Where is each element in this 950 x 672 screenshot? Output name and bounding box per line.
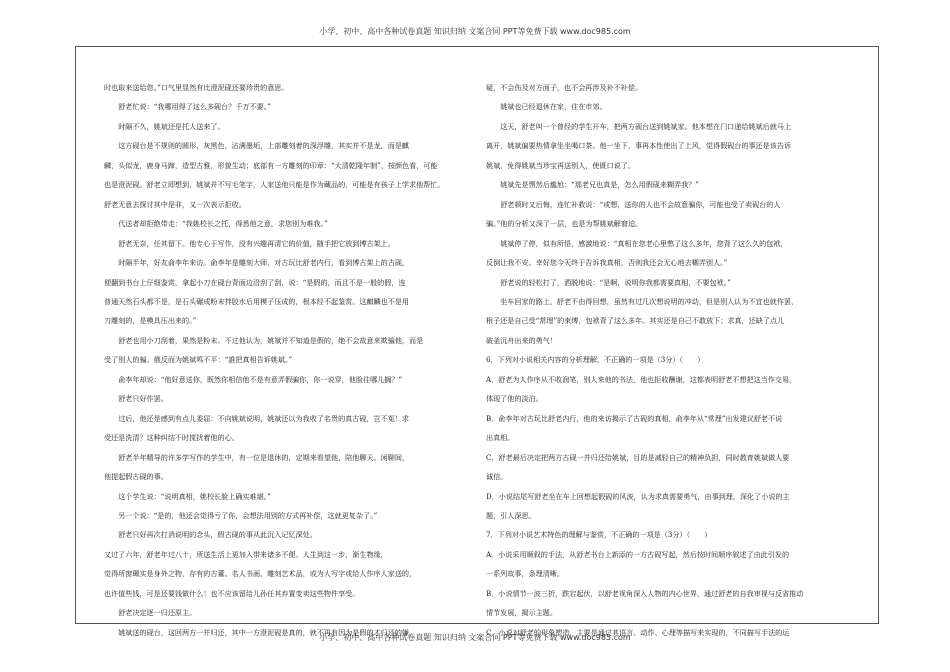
text-line: 代送者却拒绝带走：“我姚校长之托，得悉他之意，求您别为难我。”: [118, 219, 328, 229]
text-line: 破釜沉舟出来的勇气！: [486, 335, 557, 345]
page-footer: 小学、初中、高中各种试卷真题 知识归纳 文案合同 PPT等免费下载 www.doc985.com: [319, 633, 631, 642]
text-line: 舒老决定逐一归还原主。: [118, 608, 197, 618]
text-line: 姚斌也已经退休在家，住在市郊。: [500, 102, 607, 112]
text-line: 舒老顿时又后悔，连忙补救说：“或想，送你的人也不会故意骗你，可能也受了卖砚台的人: [500, 199, 781, 209]
text-line: 姚斌停了停，似有所悟，感激地说：“真相在您老心里憋了这么多年，您背了这么久的包袱，: [500, 238, 788, 248]
text-line: B．俞李年对古玩比舒老内行，他的来访揭示了古砚的真相，俞李年从“常理”出发建议舒老不说: [486, 413, 783, 423]
text-line: B．小说情节一波三折，跌宕起伏，以舒老视角深入人物的内心世界，通过舒老的自我审视与反省推动: [486, 588, 804, 598]
text-line: 舒老无奈，任其留下。他专心于写作，没有兴趣再清它的价值，随手把它放到博古架上。: [118, 238, 395, 248]
text-line: 舒老无意去探讨其中是非，又一次表示拒收。: [104, 199, 246, 209]
text-line: 舒老只好再次打消说明的念头，假古砚的事从此沉入记忆深处。: [118, 530, 317, 540]
text-line: 一系列故事，条理清晰。: [486, 569, 565, 579]
text-line: 受了别人的骗。俄反而为姚斌鸣不平：“誰把真相告诉姚斌。”: [104, 355, 293, 365]
text-line: C．舒老最后决定把两方古砚一并归还给姚斌，目的是减轻自己的精神负担，同时教育姚斌做人要: [486, 452, 790, 462]
text-line: 骗。”他的分析又深了一层，也是为帮姚斌解窘迫。: [486, 219, 643, 229]
text-line: 刀雕刻的，是模具压出来的。”: [104, 316, 197, 326]
text-line: 这天，舒老叫一个曾经的学生开车，把两方砚台送到姚斌家。他本想在门口递给姚斌后就马上: [500, 121, 792, 131]
text-line: 时隔不久，姚斌还是托人送来了。: [118, 121, 225, 131]
text-line: 舒老忙说：“我哪用得了这么多砚台？千万不要。”: [118, 102, 271, 112]
text-line: 姚斌，免得姚斌当珍宝再送别人，使既口说了。: [486, 160, 635, 170]
text-line: 过后，他还是感到有点儿委屈：不向姚斌说明，姚斌还以为我收了名贵的真古砚，岂不冤！求: [118, 413, 410, 423]
text-line: A．小说采用顺叙的手法，从舒老书台上新添的一方古砚写起，然后按时间顺序叙述了由此引发的: [486, 549, 790, 559]
text-line: 普通天然石头都不是，是石头碾成粉末拌胶水后用模子压成的，根本经不起鉴赏。这麒麟也不是用: [104, 296, 410, 306]
text-line: 离开，姚斌偏要热情拿坐坐喝口茶。他一坐下，事再本性使出了上风，觉得假砚台的事还是该告诉: [486, 141, 792, 151]
text-line: A．舒老为人作序从不收润笔，别人来他的书法，他也拒收酬谢，这都表明舒老不想把这当作交易，: [486, 374, 797, 384]
text-line: 这个学生说：“说明真相，姚校长脸上确实难堪。”: [118, 491, 271, 501]
text-line: 根子还是自己受“常理”的束缚，包袱背了这么多年。其实还是自己不敢放下；求真，还缺了点儿: [486, 316, 785, 326]
text-line: 出真相。: [486, 433, 515, 443]
text-line: 舒老只好作罢。: [118, 394, 168, 404]
text-line: 受还是洗清？这种纠结不时搅扰着他的心。: [104, 433, 239, 443]
text-line: 另一个说：“是的，他还会觉得亏了你，会想法用别的方式再补偿，这就更复杂了。”: [118, 510, 378, 520]
text-line: 情节发展，揭示主题。: [486, 608, 557, 618]
text-line: 体现了他的淡泊。: [486, 394, 543, 404]
text-line: 疑，不会伤及对方面子，也不会再涉及补不补偿。: [486, 83, 643, 92]
text-line: 姚斌送的砚台，这回两方一并归还，其中一方澄泥砚是真的，就不再有因为是假的才归还的嫌: [118, 627, 410, 637]
left-column: [104, 78, 474, 642]
text-line: 舒老说的轻松打了，洒脱地说：“是啊，说明你我都需要真相，不要包袱。”: [500, 277, 731, 287]
text-line: 便翻到书台上仔细鉴赏，拿起小刀在砚台背面边沿刮了刮，说：“是假的，而且不是一般的假，连: [104, 277, 406, 287]
right-column: [486, 78, 858, 642]
text-line: 舒老也用小刀刮着，果然是粉末。不过他认为，姚斌并不知道是假的，绝不会故意来欺骗他，而是: [118, 335, 424, 345]
text-line: 也许值些钱，可是还要钱做什么！也不应该留给儿孙任其弃置变卖这些物件享受。: [104, 588, 360, 598]
text-line: 时隔半年，好友俞李年来访。俞李年是雕刻大师，对古玩比舒老内行，看到博古架上的古砚，: [118, 258, 410, 268]
text-line: 又过了六年，舒老年过八十，所送生活上更加入带来诸多不便。人生到这一步，渐生物缘，: [104, 549, 388, 559]
text-line: 他提起假古砚的事。: [104, 472, 168, 482]
text-line: 姚斌先是愣然后尴尬：“那老兄也真是，怎么用假砚来糊弄我？”: [500, 180, 699, 190]
text-line: 题，引人深思。: [486, 510, 536, 520]
text-line: 6．下列对小说相关内容的分析理解，不正确的一项是（3分）（ ）: [486, 355, 705, 365]
text-line: D．小说结尾写舒老坐在车上回想起假砚的风波，认为求真需要勇气，由事到理，深化了小说的主: [486, 491, 790, 501]
text-line: 诚信。: [486, 472, 508, 482]
text-line: C．小说对舒老的形象塑造，主要是通过其语言、动作、心理等描写来实现的，不同描写手法的运: [486, 627, 790, 637]
text-line: 觉得所窗珮实是身外之物，存有的古董、名人书画、雕刻艺术品，或为人写字或给人作序人家送的，: [104, 569, 417, 579]
text-line: 俞李年却说：“他好意送你，既然你相信他不是有意弄假骗你，你一说穿，他脸往哪儿搁？”: [118, 374, 403, 384]
text-line: 也是澄泥砚。舒老立即想到，姚斌并不写毛笔字，人家送他只能是作为藏品的，可能是有孩子上学求他帮忙。: [104, 180, 445, 190]
text-line: 7．下列对小说艺术特色的理解与鉴赏，不正确的一项是（3分）（ ）: [486, 530, 712, 540]
text-line: 这方砚台是不规则的圆形，灰黑色，沾满墨垢，上部雕刻着的深浮雕，其实并不是龙，而是麒: [118, 141, 410, 151]
text-line: 反倒让我不安。幸好您今天终于告诉我真相，否则我还会无心地去糊弄别人。”: [486, 258, 728, 268]
text-line: 坐车回家的路上，舒老不由得回想，虽然有过几次想说明的冲动，但是别人认为不宜也就作罢，: [500, 296, 799, 306]
text-line: 时也取来送给您。”口气里显然有比澄泥砚还要珍贵的意思。: [104, 83, 289, 92]
text-line: 麟，头似龙，鹿身马蹄，造型古雅，形貌生动；底部有一方雕刻的印章：“大清乾隆年制”，按颜色看，可能: [104, 160, 438, 170]
text-line: 舒老半年精导的许多学写作的学生中，有一位是退休的，定期来看望他，陪他聊天。闲聊间，: [118, 452, 410, 462]
page-header: 小学、初中、高中各种试卷真题 知识归纳 文案合同 PPT等免费下载 www.doc985.com: [319, 27, 631, 36]
